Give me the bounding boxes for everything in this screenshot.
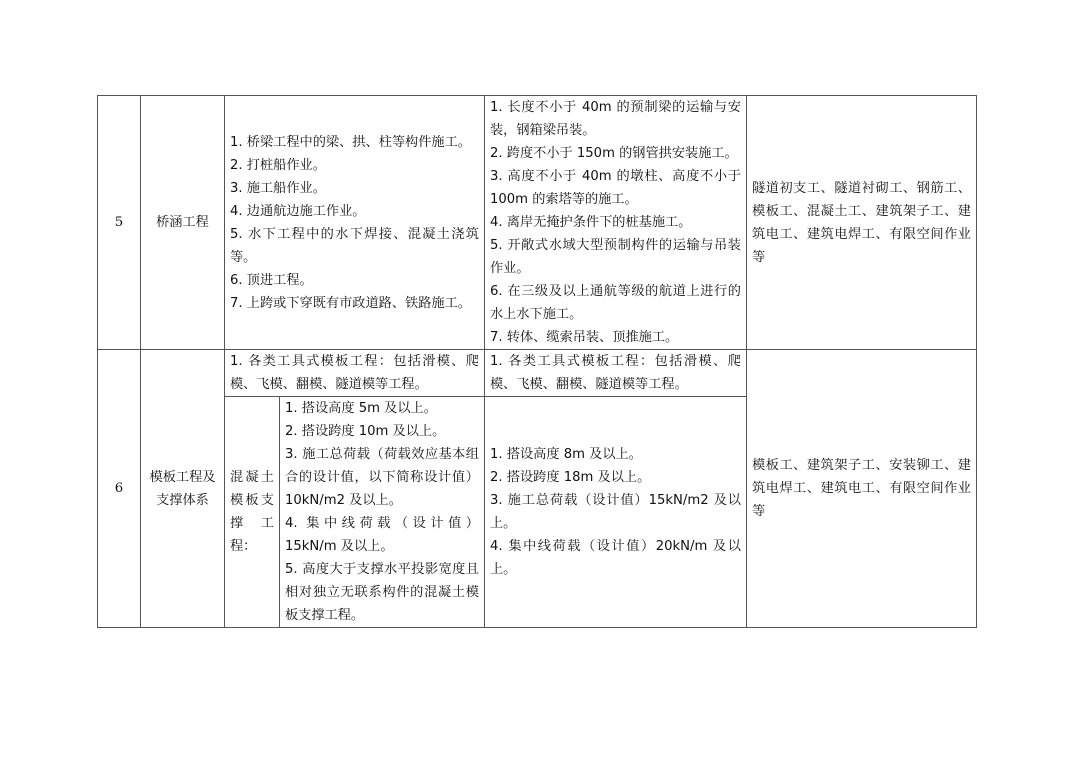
major-item: 7. 转体、缆索吊装、顶推施工。 <box>490 330 679 345</box>
scope-cell <box>280 397 485 628</box>
scope-item: 4. 集中线荷载（设计值）15kN/m 及以上。 <box>285 516 479 554</box>
scope-item: 1. 桥梁工程中的梁、拱、柱等构件施工。 <box>230 134 471 150</box>
major-item: 1. 长度不小于 40m 的预制梁的运输与安装，钢箱梁吊装。 <box>490 100 741 138</box>
major-item: 5. 开敞式水域大型预制构件的运输与吊装作业。 <box>490 238 741 276</box>
scope-cell <box>225 96 485 350</box>
major-item: 4. 集中线荷载（设计值）20kN/m 及以上。 <box>490 539 741 577</box>
scope-item: 3. 施工总荷载（荷载效应基本组合的设计值，以下简称设计值）10kN/m2 及以上。 <box>285 447 479 508</box>
major-item: 3. 施工总荷载（设计值）15kN/m2 及以上。 <box>490 493 741 531</box>
major-item: 2. 跨度不小于 150m 的钢管拱安装施工。 <box>490 146 738 161</box>
scope-cell: 1. 各类工具式模板工程：包括滑模、爬模、飞模、翻模、隧道模等工程。 <box>225 350 485 397</box>
scope-item: 5. 高度大于支撑水平投影宽度且相对独立无联系构件的混凝土模板支撑工程。 <box>285 562 479 623</box>
major-scope-cell: 1. 各类工具式模板工程：包括滑模、爬模、飞模、翻模、隧道模等工程。 <box>485 350 747 397</box>
scope-item: 1. 搭设高度 5m 及以上。 <box>285 401 437 416</box>
scope-item: 5. 水下工程中的水下焊接、混凝土浇筑等。 <box>230 226 479 265</box>
scope-item: 6. 顶进工程。 <box>230 272 313 288</box>
major-item: 6. 在三级及以上通航等级的航道上进行的水上水下施工。 <box>490 284 741 322</box>
major-item: 1. 搭设高度 8m 及以上。 <box>490 447 642 462</box>
project-name: 桥涵工程 <box>141 96 225 350</box>
major-item: 2. 搭设跨度 18m 及以上。 <box>490 470 651 485</box>
row-number: 6 <box>98 350 141 628</box>
row-number: 5 <box>98 96 141 350</box>
workers-cell: 模板工、建筑架子工、安装铆工、建筑电焊工、建筑电工、有限空间作业等 <box>747 350 977 628</box>
scope-item: 3. 施工船作业。 <box>230 180 326 196</box>
workers-cell: 隧道初支工、隧道衬砌工、钢筋工、模板工、混凝土工、建筑架子工、建筑电工、建筑电焊工、有限空间作业等 <box>747 96 977 350</box>
scope-item: 2. 搭设跨度 10m 及以上。 <box>285 424 446 439</box>
major-item: 3. 高度不小于 40m 的墩柱、高度不小于 100m 的索塔等的施工。 <box>490 169 741 207</box>
construction-table <box>97 95 977 628</box>
table-row-6a <box>98 350 977 397</box>
table-row-5 <box>98 96 977 350</box>
scope-item: 7. 上跨或下穿既有市政道路、铁路施工。 <box>230 295 471 311</box>
scope-item: 4. 边通航边施工作业。 <box>230 203 366 219</box>
sub-category-label: 混凝土模板支撑工程： <box>225 397 280 628</box>
major-item: 4. 离岸无掩护条件下的桩基施工。 <box>490 215 692 230</box>
major-scope-cell <box>485 96 747 350</box>
scope-item: 2. 打桩船作业。 <box>230 157 326 173</box>
major-scope-cell <box>485 397 747 628</box>
project-name: 模板工程及支撑体系 <box>141 350 225 628</box>
